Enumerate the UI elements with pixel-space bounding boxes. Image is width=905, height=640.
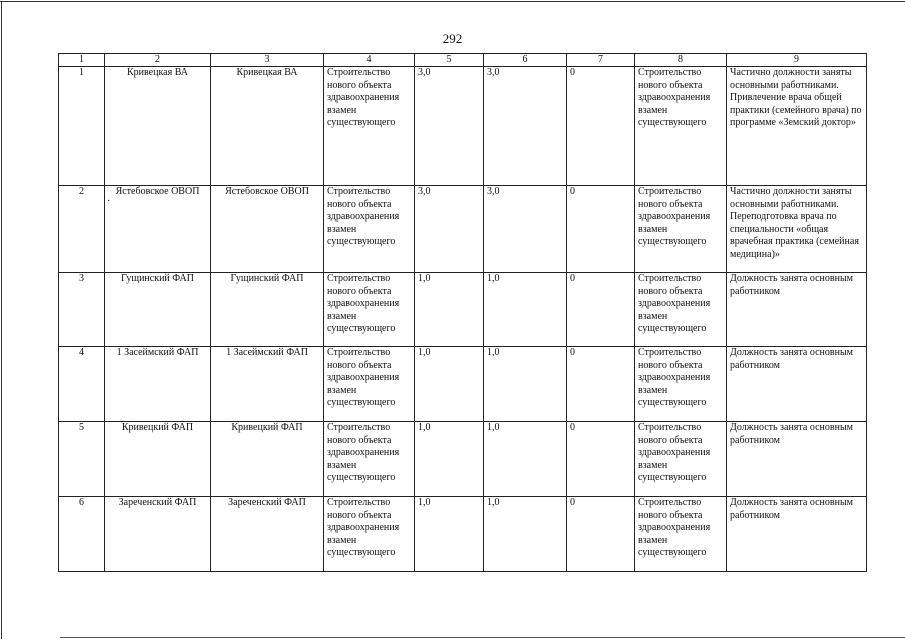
facility-name: Кривецкая ВА bbox=[105, 67, 211, 186]
planned-action: Строительство нового объекта здравоохранения взамен существующего bbox=[324, 422, 415, 497]
staffing-note: Должность занята основным работником bbox=[727, 422, 867, 497]
planned-action: Строительство нового объекта здравоохранения взамен существующего bbox=[324, 67, 415, 186]
planned-action-2: Строительство нового объекта здравоохранения взамен существующего bbox=[635, 497, 727, 572]
table-row bbox=[59, 186, 867, 273]
facility-name-2: 1 Засеймский ФАП bbox=[211, 347, 324, 422]
facility-name-2: Ястебовское ОВОП bbox=[211, 186, 324, 273]
planned-action: Строительство нового объекта здравоохранения взамен существующего bbox=[324, 347, 415, 422]
header-row bbox=[59, 54, 867, 67]
table-row bbox=[59, 497, 867, 572]
planned-action: Строительство нового объекта здравоохранения взамен существующего bbox=[324, 497, 415, 572]
scan-edge-top bbox=[0, 1, 905, 2]
facility-name-2: Гущинский ФАП bbox=[211, 273, 324, 347]
facility-name-2: Кривецкий ФАП bbox=[211, 422, 324, 497]
row-number: 6 bbox=[59, 497, 105, 572]
staffing-note: Должность занята основным работником bbox=[727, 347, 867, 422]
row-number: 4 bbox=[59, 347, 105, 422]
row-number: 5 bbox=[59, 422, 105, 497]
staffing-note: Частично должности заняты основными работниками. Привлечение врача общей практики (семейного врача) по программе «Земский доктор» bbox=[727, 67, 867, 186]
value-col-7: 0 bbox=[567, 186, 635, 273]
facility-name-2: Зареченский ФАП bbox=[211, 497, 324, 572]
table-row bbox=[59, 273, 867, 347]
facilities-table bbox=[58, 53, 867, 572]
value-col-6: 1,0 bbox=[484, 422, 567, 497]
facility-name: Ястебовское ОВОП bbox=[105, 186, 211, 273]
table-row bbox=[59, 67, 867, 186]
page-number: 292 bbox=[442, 31, 463, 46]
value-col-7: 0 bbox=[567, 347, 635, 422]
value-col-5: 1,0 bbox=[415, 347, 484, 422]
value-col-7: 0 bbox=[567, 273, 635, 347]
value-col-6: 3,0 bbox=[484, 186, 567, 273]
scan-edge-bottom bbox=[60, 637, 905, 638]
table-row bbox=[59, 347, 867, 422]
scan-edge-left bbox=[1, 1, 2, 639]
row-number: 3 bbox=[59, 273, 105, 347]
row-number: 2 bbox=[59, 186, 105, 273]
value-col-5: 3,0 bbox=[415, 186, 484, 273]
value-col-6: 3,0 bbox=[484, 67, 567, 186]
value-col-7: 0 bbox=[567, 67, 635, 186]
value-col-7: 0 bbox=[567, 422, 635, 497]
header-col-4: 4 bbox=[324, 54, 415, 67]
value-col-6: 1,0 bbox=[484, 497, 567, 572]
facility-name-2: Кривецкая ВА bbox=[211, 67, 324, 186]
facility-name: Кривецкий ФАП bbox=[105, 422, 211, 497]
planned-action-2: Строительство нового объекта здравоохранения взамен существующего bbox=[635, 186, 727, 273]
table-row bbox=[59, 422, 867, 497]
planned-action: Строительство нового объекта здравоохранения взамен существующего bbox=[324, 273, 415, 347]
header-col-2: 2 bbox=[105, 54, 211, 67]
value-col-5: 1,0 bbox=[415, 497, 484, 572]
planned-action-2: Строительство нового объекта здравоохранения взамен существующего bbox=[635, 273, 727, 347]
facility-name: Зареченский ФАП bbox=[105, 497, 211, 572]
planned-action-2: Строительство нового объекта здравоохранения взамен существующего bbox=[635, 67, 727, 186]
scan-speck: · bbox=[107, 196, 111, 207]
value-col-5: 3,0 bbox=[415, 67, 484, 186]
value-col-6: 1,0 bbox=[484, 347, 567, 422]
header-col-9: 9 bbox=[727, 54, 867, 67]
value-col-7: 0 bbox=[567, 497, 635, 572]
header-col-5: 5 bbox=[415, 54, 484, 67]
header-col-3: 3 bbox=[211, 54, 324, 67]
planned-action-2: Строительство нового объекта здравоохранения взамен существующего bbox=[635, 422, 727, 497]
value-col-6: 1,0 bbox=[484, 273, 567, 347]
facility-name: Гущинский ФАП bbox=[105, 273, 211, 347]
value-col-5: 1,0 bbox=[415, 273, 484, 347]
row-number: 1 bbox=[59, 67, 105, 186]
header-col-6: 6 bbox=[484, 54, 567, 67]
staffing-note: Должность занята основным работником bbox=[727, 273, 867, 347]
planned-action-2: Строительство нового объекта здравоохранения взамен существующего bbox=[635, 347, 727, 422]
header-col-7: 7 bbox=[567, 54, 635, 67]
staffing-note: Частично должности заняты основными работниками. Переподготовка врача по специальности «общая врачебная практика (семейная медицина)» bbox=[727, 186, 867, 273]
staffing-note: Должность занята основным работником bbox=[727, 497, 867, 572]
header-col-8: 8 bbox=[635, 54, 727, 67]
planned-action: Строительство нового объекта здравоохранения взамен существующего bbox=[324, 186, 415, 273]
value-col-5: 1,0 bbox=[415, 422, 484, 497]
header-col-1: 1 bbox=[59, 54, 105, 67]
facility-name: 1 Засеймский ФАП bbox=[105, 347, 211, 422]
